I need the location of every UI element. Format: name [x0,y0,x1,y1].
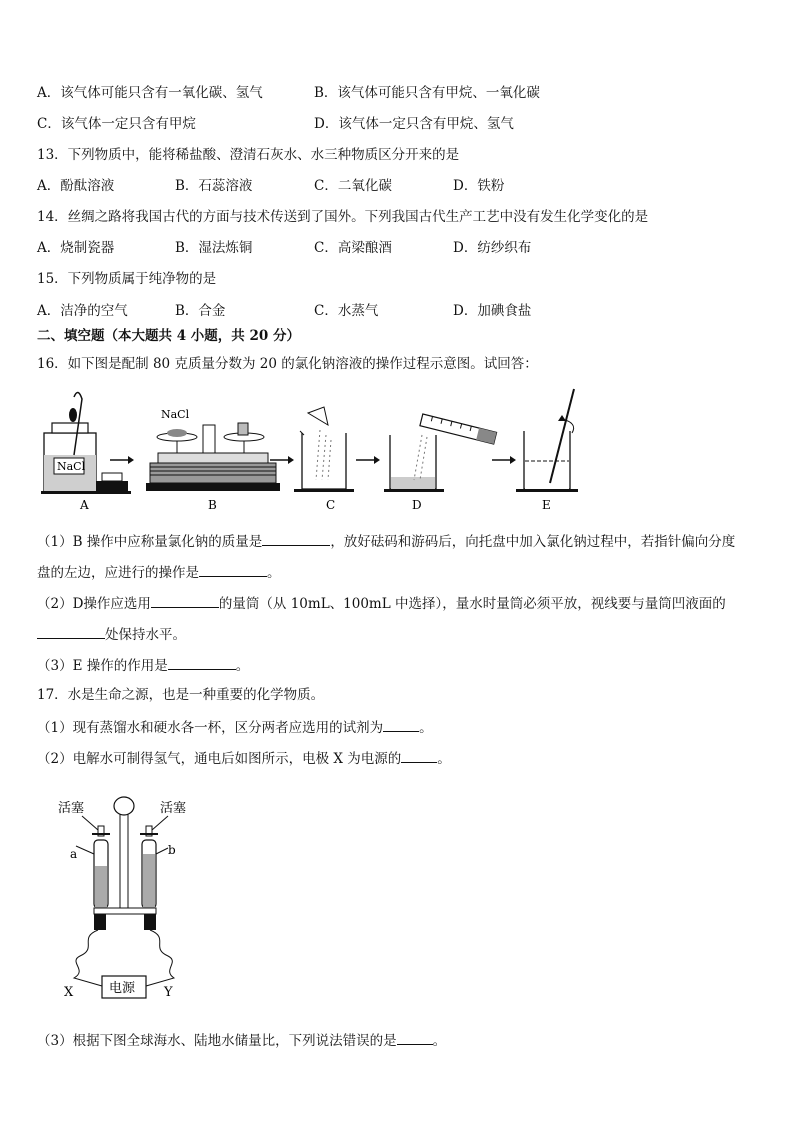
q13-option-a: A．酚酞溶液 [37,178,115,194]
electrode-x-label: X [64,985,74,1000]
section-2-title: 二、填空题（本大题共 4 小题，共 20 分） [37,328,300,344]
valve-right-label: 活塞 [160,801,187,816]
q16-part2-text-b: 的量筒（从 10mL、100mL 中选择），量水时量筒必须平放，视线要与量筒凹液面的 [218,596,726,612]
figure-e-stirring [516,389,578,492]
figure-label-d: D [412,498,422,512]
q16-stem: 16．如下图是配制 80 克质量分数为 20 的氯化钠溶液的操作过程示意图。试回答： [37,356,538,372]
q13-option-d: D．铁粉 [453,178,505,194]
q16-part1-text-d: 。 [267,565,281,581]
q12-option-a: A．该气体可能只含有一氧化碳、氢气 [37,85,263,101]
q13-stem: 13．下列物质中，能将稀盐酸、澄清石灰水、水三种物质区分开来的是 [37,147,460,163]
q13-option-b: B．石蕊溶液 [175,178,253,194]
q15-option-a: A．洁净的空气 [37,303,128,319]
q17-part3-line [37,1030,446,1050]
q16-part3-blank[interactable] [168,655,236,670]
q17-part3-text-b: 。 [432,1033,447,1049]
figure-label-c: C [326,498,336,512]
q16-procedure-figure [38,385,598,515]
q16-part1-blank1[interactable] [262,531,330,546]
q17-part2-text-a: （2）电解水可制得氢气，通电后如图所示，电极 X 为电源的 [37,751,402,767]
q17-part1-text-a: （1）现有蒸馏水和硬水各一杯，区分两者应选用的试剂为 [37,720,384,736]
q12-option-d: D．该气体一定只含有甲烷、氢气 [314,116,514,132]
q16-part2-text-c: 处保持水平。 [105,627,186,643]
nacl-balance-label: NaCl [161,408,190,421]
figure-label-e: E [542,498,551,512]
q17-part2-line [37,748,451,768]
q16-part1-line2 [37,562,281,582]
q16-part2-blank2[interactable] [37,624,105,639]
q16-part1-text-b: ，放好砝码和游码后，向托盘中加入氯化钠过程中，若指针偏向分度 [330,534,736,550]
q17-stem: 17．水是生命之源，也是一种重要的化学物质。 [37,687,325,703]
q16-part3-text-a: （3）E 操作的作用是 [37,658,168,674]
q14-option-d: D．纺纱织布 [453,240,532,256]
q12-option-b: B．该气体可能只含有甲烷、一氧化碳 [314,85,540,101]
figure-c-beaker [294,407,354,492]
q17-electrolysis-figure [58,788,208,1003]
q17-part1-text-b: 。 [419,720,433,736]
q14-option-a: A．烧制瓷器 [37,240,115,256]
q15-option-b: B．合金 [175,303,226,319]
q14-option-b: B．湿法炼铜 [175,240,253,256]
arrow-a-to-b [110,456,134,464]
q16-part1-line1 [37,531,735,551]
q16-part2-line1 [37,593,726,613]
q14-option-c: C．高梁酿酒 [314,240,392,256]
tube-b-label: b [168,843,176,857]
q16-part3-line [37,655,249,675]
q16-part2-blank1[interactable] [151,593,219,608]
q16-part1-blank2[interactable] [199,562,267,577]
q16-part2-line2 [37,624,186,644]
valve-left-label: 活塞 [58,801,85,816]
q14-stem: 14．丝绸之路将我国古代的方面与技术传送到了国外。下列我国古代生产工艺中没有发生化学变化的是 [37,209,649,225]
power-supply-label: 电源 [109,981,136,996]
q17-part1-blank[interactable] [383,717,419,732]
q13-option-c: C．二氧化碳 [314,178,392,194]
nacl-bottle-label: NaCl [57,460,86,473]
q16-part1-text-a: （1）B 操作中应称量氯化钠的质量是 [37,534,263,550]
q16-part3-text-b: 。 [235,658,250,674]
figure-label-b: B [208,498,217,512]
q12-option-c: C．该气体一定只含有甲烷 [37,116,196,132]
q17-part2-text-b: 。 [437,751,451,767]
q15-option-c: C．水蒸气 [314,303,379,319]
q17-part2-blank[interactable] [401,748,437,763]
q16-part1-text-c: 盘的左边，应进行的操作是 [37,565,199,581]
figure-b-balance [146,408,280,491]
electrode-y-label: Y [164,985,173,1000]
q15-stem: 15．下列物质属于纯净物的是 [37,271,217,287]
figure-a-reagent-bottle [41,392,131,494]
q17-part1-line [37,717,433,737]
tube-a-label: a [70,847,78,861]
q17-part3-text-a: （3）根据下图全球海水、陆地水储量比，下列说法错误的是 [37,1033,397,1049]
q16-part2-text-a: （2）D操作应选用 [37,596,151,612]
arrow-d-to-e [492,456,516,464]
figure-label-a: A [80,498,89,512]
figure-d-pouring [384,414,497,492]
q15-option-d: D．加碘食盐 [453,303,532,319]
q17-part3-blank[interactable] [397,1030,433,1045]
arrow-c-to-d [356,456,380,464]
